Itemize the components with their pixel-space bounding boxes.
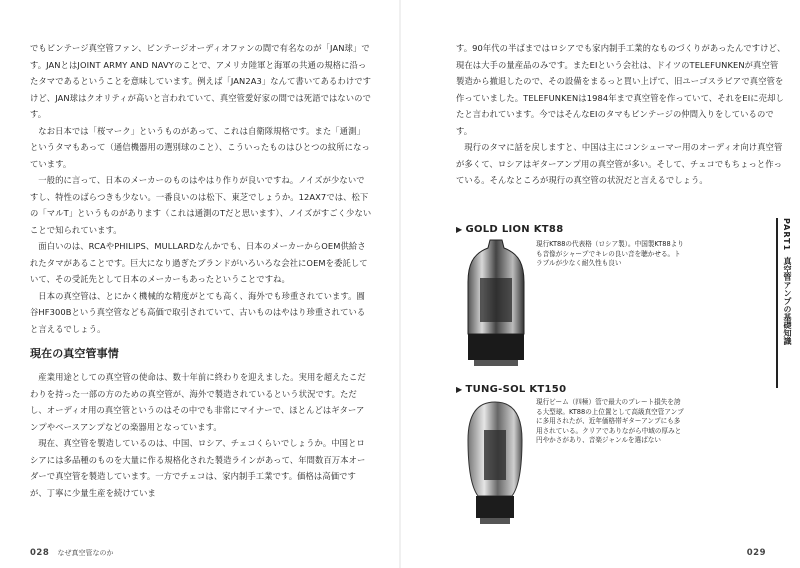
kt88-tube-image [460,238,532,368]
paragraph: でもビンテージ真空管ファン、ビンテージオーディオファンの間で有名なのが「JAN球」です。JANとはJOINT ARMY AND NAVYのことで、アメリカ陸軍と海軍の共通の規格に沿ったタマであるということを意味しています。例えば「JAN2A3」なんて書いてあるわけですけど、JAN球はクオリティが高いと言われていて、真空管愛好家の間では死語ではないのです。 [30,43,372,119]
paragraph: 現在、真空管を製造しているのは、中国、ロシア、チェコくらいでしょうか。中国とロシアには多品種のものを大量に作る規格化された製造ラインがあって、年間数百万本オーダーで真空管を製造しています。一方でチェコは、家内制手工業です。価格は高価ですが、丁寧に少量生産を続けていま [30,438,366,498]
paragraph: す。90年代の半ばまではロシアでも家内制手工業的なものづくりがあったんですけど、現在は大手の量産品のみです。またEIという会社は、ドイツのTELEFUNKENが真空管製造から撤退したので、その設備をまるっと買い上げて、旧ユーゴスラビアで真空管を作っていました。TELEFUNKENは1984年まで真空管を作っていて、それをEIに売却したと言われています。今ではそんなEIのタマもビンテージの仲間入りをしているのです。 [456,43,786,136]
left-body-text [30,40,372,501]
kt150-caption: 現行ビーム（四極）管で最大のプレート損失を誇る大型球。KT88の上位置として高級真空管アンプに多用されたが、近年価格帯ギターアンプにも多用されている。クリアでありながら中域の厚みと円やかさがあり、音楽ジャンルを選ばない [536,398,684,444]
paragraph: なお日本では「桜マーク」というものがあって、これは自衛隊規格です。また「通測」というタマもあって（通信機器用の選別球のこと）、こういったものはひとつの紋所になっています。 [30,125,370,169]
triangle-right-icon: ▶ [456,225,463,234]
part-label: PART1 [782,218,791,252]
paragraph: 現行のタマに話を戻しますと、中国は主にコンシューマー用のオーディオ向け真空管が多くて、ロシアはギターアンプ用の真空管が多い。そして、チェコでもちょっと作っている。そんなところが現行の真空管の状況だと言えるでしょう。 [456,142,783,185]
section-heading: 現在の真空管事情 [30,347,119,360]
part-sidebar [776,218,800,388]
paragraph: 産業用途としての真空管の使命は、数十年前に終わりを迎えました。実用を超えたこだわりを持った一部の方のための真空管が、海外で製造されているという状況です。ただし、オーディオ用の真空管というのはその中でも非常にマイナーで、ほとんどはギターアンプやベースアンプなどの楽器用となっています。 [30,372,366,432]
paragraph: 一般的に言って、日本のメーカーのものはやはり作りが良いですね。ノイズが少ないですし、特性のばらつきも少ない。一番良いのは松下、東芝でしょうか。12AX7では、松下の「マルT」というものがあります（これは通測のTだと思います）、ノイズがすごく少ないことで知られています。 [30,175,372,235]
triangle-right-icon: ▶ [456,385,463,394]
right-body-text [456,40,786,189]
chapter-label: 真空管アンプの基礎知識 [783,257,792,346]
right-page [400,0,800,568]
page-number: 029 [746,548,766,558]
tube-heading-kt88: ▶ GOLD LION KT88 [456,224,564,235]
paragraph: 日本の真空管は、とにかく機械的な精度がとても高く、海外でも珍重されています。圓谷HF300Bという真空管なども高価で取引されていて、古いものはやはり珍重されていると言えるでしょう。 [30,290,366,334]
page-number: 028 [30,548,50,558]
running-title: なぜ真空管なのか [57,549,114,557]
paragraph: 面白いのは、RCAやPHILIPS、MULLARDなんかでも、日本のメーカーからOEM供給されたタマがあることです。巨大になり過ぎたブランドがいろいろな会社にOEMを委託していて、その受託先として日本のメーカーもあったということですね。 [30,241,368,284]
tube-heading-kt150: ▶ TUNG-SOL KT150 [456,384,567,395]
left-footer [30,548,113,558]
kt88-caption: 現行KT88の代表格（ロシア製）。中国製KT88よりも音像がシャープでキレの良い音を聴かせる。トラブルが少なく耐久性も良い [536,240,684,267]
kt150-tube-image [462,400,528,526]
right-footer [747,548,772,558]
